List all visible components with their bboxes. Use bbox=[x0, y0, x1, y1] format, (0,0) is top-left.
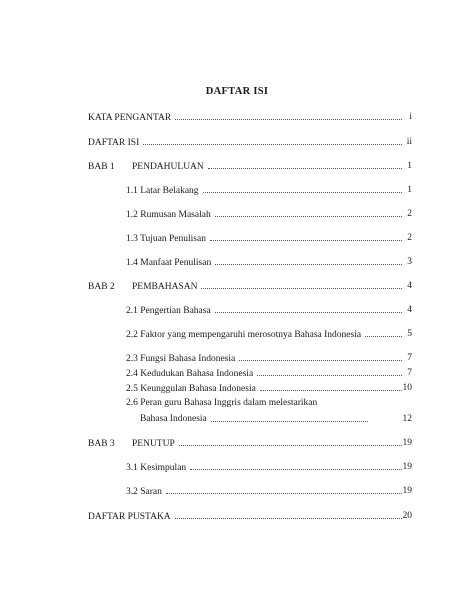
toc-page-number: 7 bbox=[407, 368, 412, 378]
toc-page-number: 5 bbox=[407, 329, 412, 339]
toc-leader bbox=[201, 279, 402, 289]
toc-leader bbox=[239, 351, 402, 361]
toc-label: KATA PENGANTAR bbox=[88, 113, 172, 123]
toc-label: PEMBAHASAN bbox=[132, 282, 198, 292]
toc-label: DAFTAR PUSTAKA bbox=[88, 512, 171, 522]
toc-entry-daftar-isi bbox=[88, 135, 406, 149]
toc-entry-2-4 bbox=[126, 366, 406, 380]
toc-page-number: ii bbox=[406, 137, 412, 147]
chapter-number: BAB 1 bbox=[88, 162, 115, 172]
toc-leader bbox=[190, 460, 402, 470]
toc-page-number: 2 bbox=[407, 209, 412, 219]
toc-leader bbox=[175, 110, 402, 120]
toc-entry-3-1 bbox=[126, 460, 406, 474]
toc-entry-bab-2 bbox=[88, 279, 406, 293]
toc-page-number: 20 bbox=[402, 511, 412, 521]
toc-label: 3.1 Kesimpulan bbox=[126, 463, 187, 473]
page-title: DAFTAR ISI bbox=[205, 86, 269, 97]
toc-label: 1.1 Latar Belakang bbox=[126, 186, 199, 196]
toc-entry-2-6-continuation bbox=[140, 412, 372, 426]
toc-label: DAFTAR ISI bbox=[88, 138, 140, 148]
toc-page-number: 3 bbox=[407, 257, 412, 267]
toc-label: 1.4 Manfaat Penulisan bbox=[126, 258, 212, 268]
toc-entry-1-2 bbox=[126, 207, 406, 221]
toc-page-number: 2 bbox=[407, 233, 412, 243]
toc-entry-2-2 bbox=[126, 327, 406, 341]
toc-leader bbox=[143, 135, 402, 145]
toc-leader bbox=[215, 303, 402, 313]
toc-page-number: 10 bbox=[402, 383, 412, 393]
toc-entry-1-4 bbox=[126, 255, 406, 269]
toc-leader bbox=[203, 183, 402, 193]
toc-entry-kata-pengantar bbox=[88, 110, 406, 124]
toc-leader bbox=[166, 484, 402, 494]
toc-label: 2.1 Pengertian Bahasa bbox=[126, 306, 211, 316]
toc-page-number: 1 bbox=[407, 161, 412, 171]
toc-entry-2-1 bbox=[126, 303, 406, 317]
toc-label: 2.3 Fungsi Bahasa Indonesia bbox=[126, 354, 236, 364]
toc-entry-2-6 bbox=[126, 396, 406, 410]
toc-leader bbox=[211, 412, 368, 422]
toc-entry-1-3 bbox=[126, 231, 406, 245]
toc-page-number: 1 bbox=[407, 185, 412, 195]
chapter-number: BAB 3 bbox=[88, 439, 115, 449]
toc-label-continuation: Bahasa Indonesia bbox=[140, 414, 207, 424]
toc-page-number: 19 bbox=[402, 486, 412, 496]
toc-leader bbox=[210, 231, 402, 241]
toc-label: PENUTUP bbox=[132, 439, 175, 449]
toc-label: 1.2 Rumusan Masalah bbox=[126, 210, 211, 220]
toc-leader bbox=[208, 159, 402, 169]
toc-label: 2.6 Peran guru Bahasa Inggris dalam melestarikan bbox=[126, 398, 318, 408]
toc-page-number: i bbox=[409, 112, 412, 122]
toc-page-number: 12 bbox=[402, 414, 412, 424]
toc-entry-bab-1 bbox=[88, 159, 406, 173]
toc-label: 2.5 Keunggulan Bahasa Indonesia bbox=[126, 384, 256, 394]
toc-label: 1.3 Tujuan Penulisan bbox=[126, 234, 206, 244]
toc-entry-2-5 bbox=[126, 381, 406, 395]
toc-entry-2-3 bbox=[126, 351, 406, 365]
toc-page-number: 19 bbox=[402, 462, 412, 472]
toc-label: 2.2 Faktor yang mempengaruhi merosotnya Bahasa Indonesia bbox=[126, 330, 362, 340]
toc-label: 2.4 Kedudukan Bahasa Indonesia bbox=[126, 369, 254, 379]
toc-page-number: 4 bbox=[407, 305, 412, 315]
toc-leader bbox=[215, 255, 402, 265]
toc-page-number: 7 bbox=[407, 353, 412, 363]
toc-page-number: 4 bbox=[407, 281, 412, 291]
toc-entry-1-1 bbox=[126, 183, 406, 197]
chapter-number: BAB 2 bbox=[88, 282, 115, 292]
toc-label: 3.2 Saran bbox=[126, 487, 162, 497]
toc-label: PENDAHULUAN bbox=[132, 162, 204, 172]
toc-entry-bab-3 bbox=[88, 436, 406, 450]
toc-leader bbox=[175, 509, 402, 519]
toc-page-number: 19 bbox=[402, 438, 412, 448]
toc-leader bbox=[179, 436, 402, 446]
toc-entry-daftar-pustaka bbox=[88, 509, 406, 523]
toc-entry-3-2 bbox=[126, 484, 406, 498]
toc-leader bbox=[215, 207, 402, 217]
